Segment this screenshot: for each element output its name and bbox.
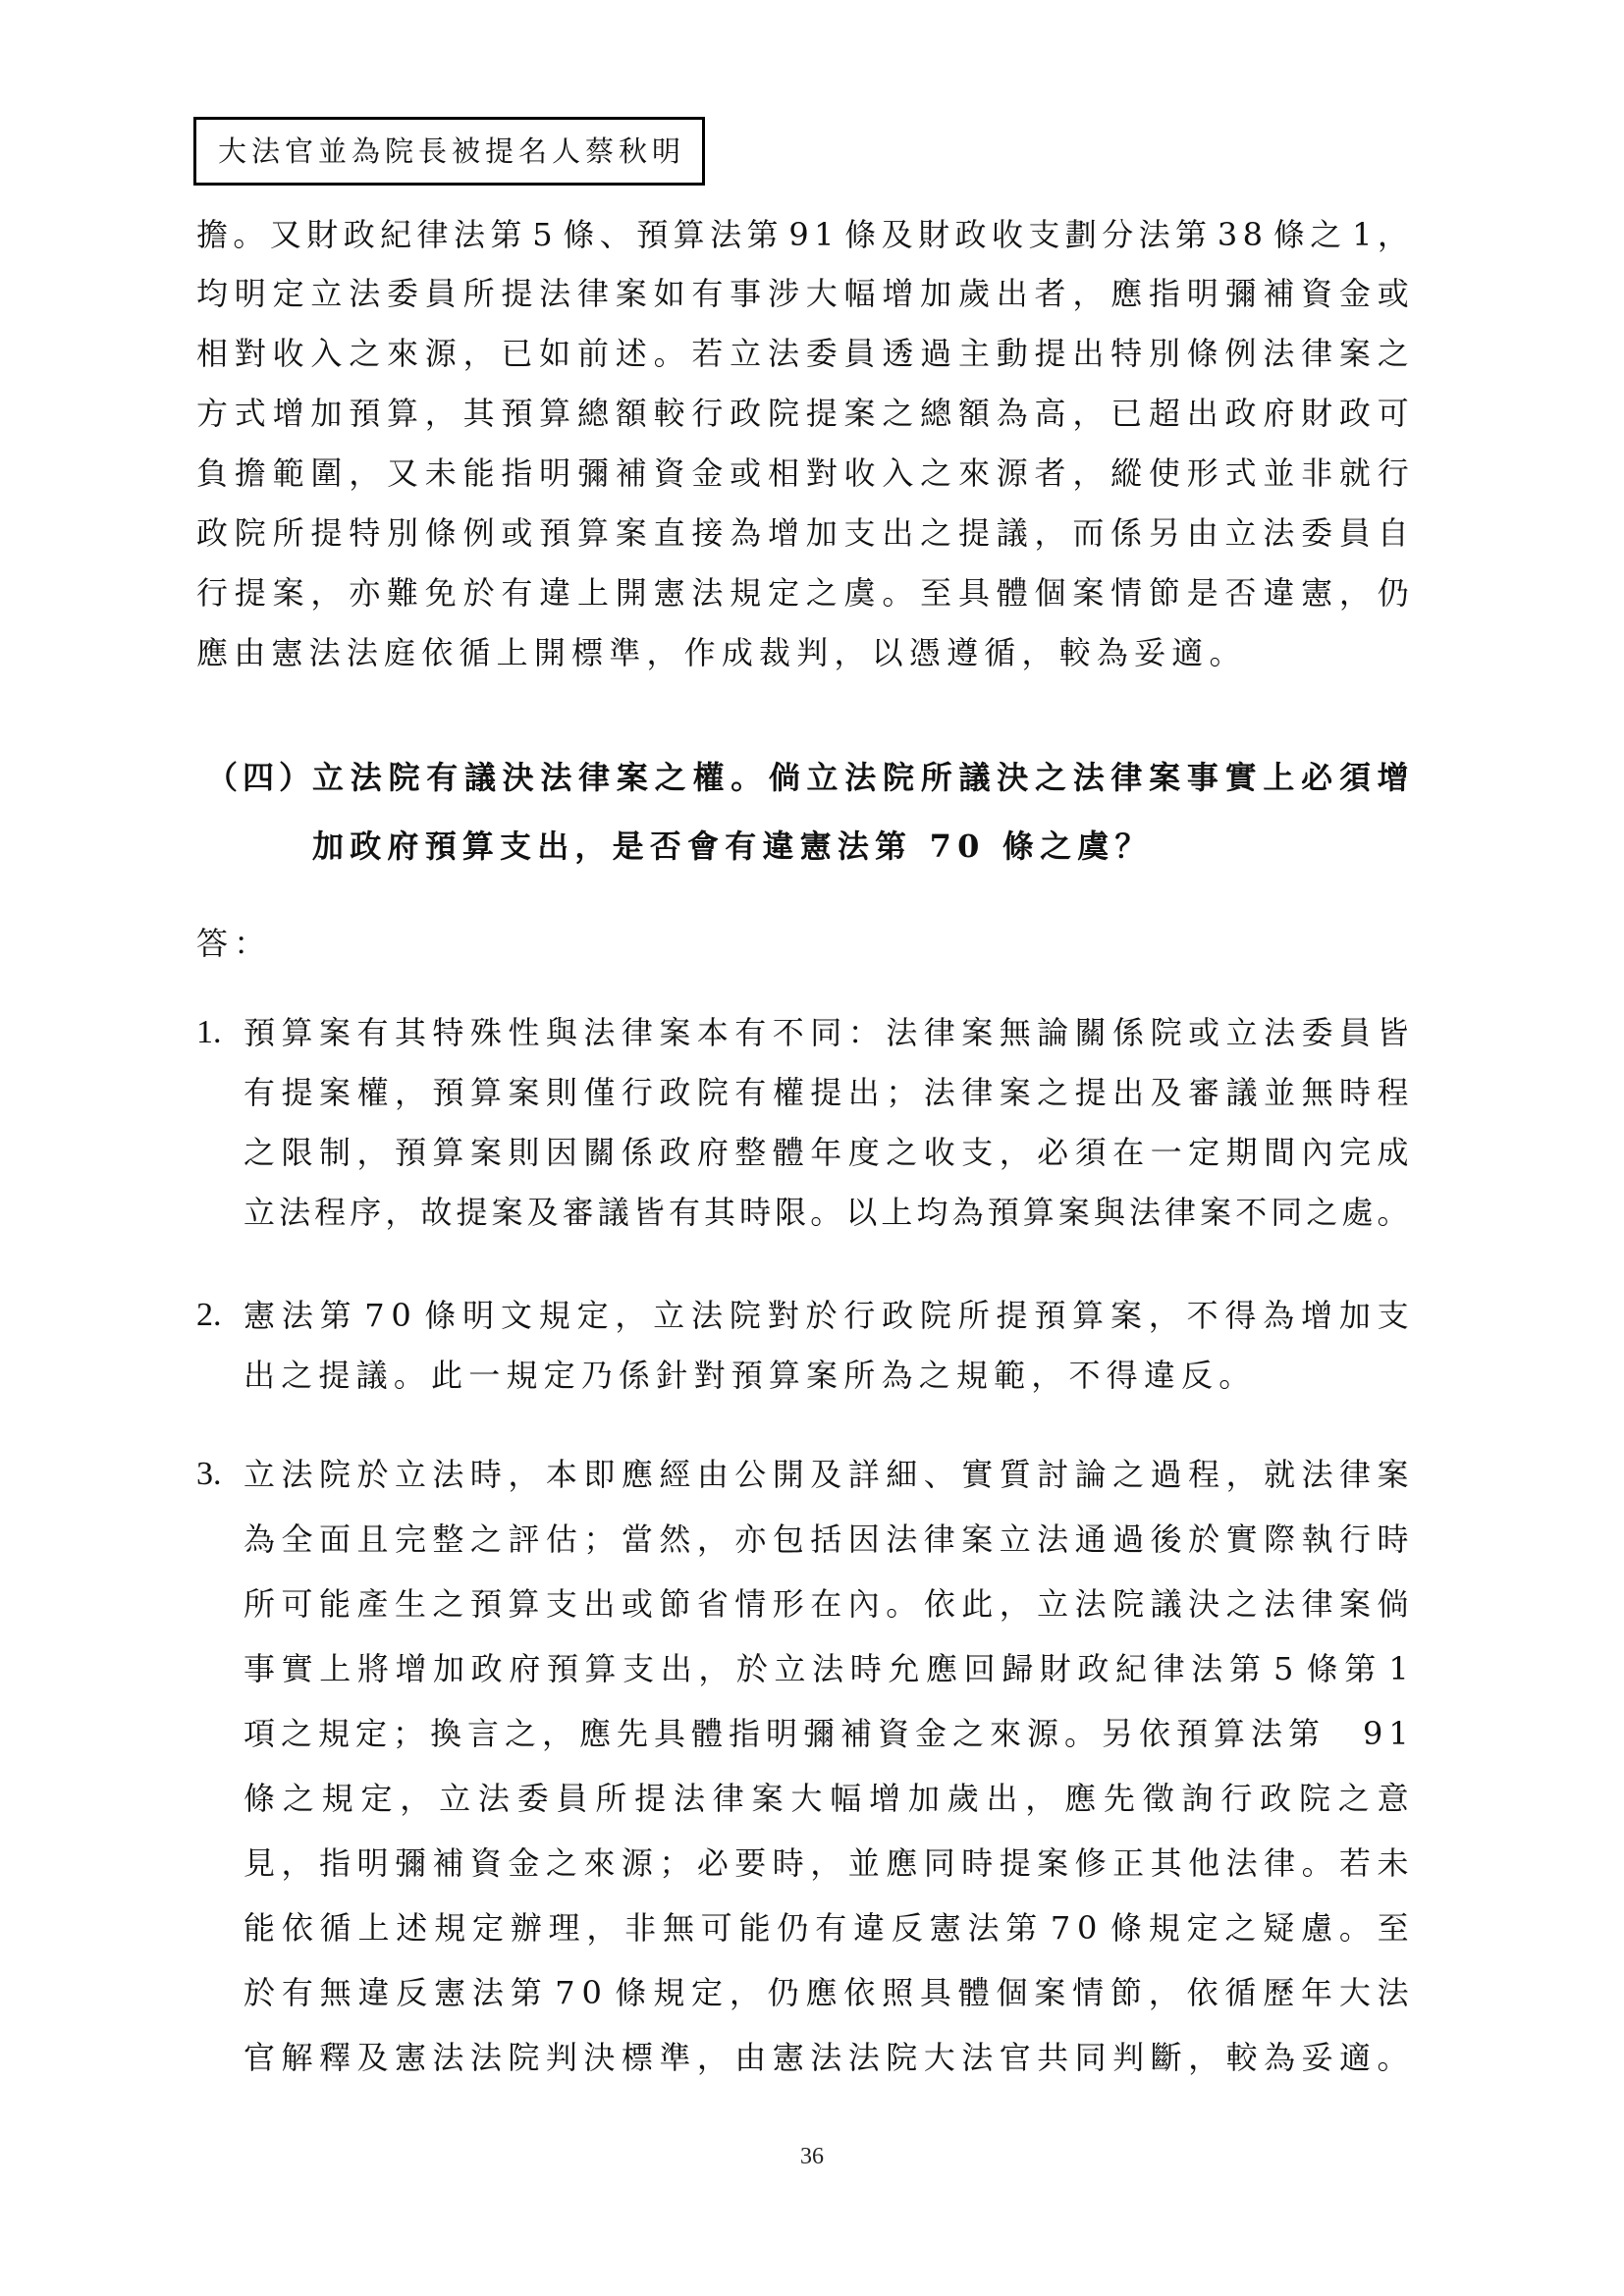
- item-line: 憲 法 第 7 0 條 明 文 規 定 ， 立 法 院 對 於 行 政 院 所 提 預 算 案 ， 不 得 為 增 加 支: [244, 1297, 1409, 1334]
- item-line: 出之提議。此一規定乃係針對預算案所為之規範，不得違反。: [244, 1357, 1257, 1394]
- item-line: 之 限 制 ， 預 算 案 則 因 關 係 政 府 整 體 年 度 之 收 支 ， 必 須 在 一 定 期 間 內 完 成: [244, 1134, 1409, 1171]
- item-line: 預 算 案 有 其 特 殊 性 與 法 律 案 本 有 不 同 ： 法 律 案 無 論 關 係 院 或 立 法 委 員 皆: [244, 1014, 1409, 1051]
- page-number: 36: [800, 2144, 824, 2169]
- list-number: 1.: [196, 1014, 222, 1050]
- item-line: 有 提 案 權 ， 預 算 案 則 僅 行 政 院 有 權 提 出 ； 法 律 案 之 提 出 及 審 議 並 無 時 程: [244, 1074, 1409, 1111]
- question-line: 立 法 院 有 議 決 法 律 案 之 權 。 倘 立 法 院 所 議 決 之 法 律 案 事 實 上 必 須 增: [312, 759, 1409, 796]
- item-line: 見 ， 指 明 彌 補 資 金 之 來 源 ； 必 要 時 ， 並 應 同 時 提 案 修 正 其 他 法 律 。 若 未: [244, 1844, 1409, 1882]
- paragraph-line: 負 擔 範 圍 ， 又 未 能 指 明 彌 補 資 金 或 相 對 收 入 之 來 源 者 ， 縱 使 形 式 並 非 就 行: [196, 454, 1409, 492]
- question-line: 加政府預算支出，是否會有違憲法第 70 條之虞？: [312, 828, 1153, 865]
- paragraph-line: 相 對 收 入 之 來 源 ， 已 如 前 述 。 若 立 法 委 員 透 過 主 動 提 出 特 別 條 例 法 律 案 之: [196, 335, 1409, 372]
- item-line: 官 解 釋 及 憲 法 法 院 判 決 標 準 ， 由 憲 法 法 院 大 法 官 共 同 判 斷 ， 較 為 妥 適 。: [244, 2039, 1409, 2076]
- paragraph-line: 方 式 增 加 預 算 ， 其 預 算 總 額 較 行 政 院 提 案 之 總 額 為 高 ， 已 超 出 政 府 財 政 可: [196, 395, 1409, 432]
- answer-label: 答：: [196, 925, 272, 962]
- paragraph-line: 應由憲法法庭依循上開標準，作成裁判，以憑遵循，較為妥適。: [196, 634, 1247, 671]
- list-number: 3.: [196, 1456, 222, 1492]
- paragraph-line: 行 提 案 ， 亦 難 免 於 有 違 上 開 憲 法 規 定 之 虞 。 至 具 體 個 案 情 節 是 否 違 憲 ， 仍: [196, 574, 1409, 612]
- paragraph-line: 均 明 定 立 法 委 員 所 提 法 律 案 如 有 事 涉 大 幅 增 加 歲 出 者 ， 應 指 明 彌 補 資 金 或: [196, 275, 1409, 312]
- item-line: 立 法 程 序 ， 故 提 案 及 審 議 皆 有 其 時 限 。 以 上 均 為 預 算 案 與 法 律 案 不 同 之 處 。: [244, 1194, 1409, 1231]
- document-header-title: 大法官並為院長被提名人蔡秋明: [218, 134, 680, 168]
- item-line: 能 依 循 上 述 規 定 辦 理 ， 非 無 可 能 仍 有 違 反 憲 法 第 7 0 條 規 定 之 疑 慮 。 至: [244, 1909, 1409, 1947]
- item-line: 條 之 規 定 ， 立 法 委 員 所 提 法 律 案 大 幅 增 加 歲 出 ， 應 先 徵 詢 行 政 院 之 意: [244, 1780, 1409, 1817]
- item-line: 所 可 能 產 生 之 預 算 支 出 或 節 省 情 形 在 內 。 依 此 ， 立 法 院 議 決 之 法 律 案 倘: [244, 1585, 1409, 1623]
- question-marker: （ 四 ）: [206, 759, 310, 796]
- item-line: 於 有 無 違 反 憲 法 第 7 0 條 規 定 ， 仍 應 依 照 具 體 個 案 情 節 ， 依 循 歷 年 大 法: [244, 1974, 1409, 2011]
- item-line: 立 法 院 於 立 法 時 ， 本 即 應 經 由 公 開 及 詳 細 、 實 質 討 論 之 過 程 ， 就 法 律 案: [244, 1456, 1409, 1493]
- paragraph-line: 政 院 所 提 特 別 條 例 或 預 算 案 直 接 為 增 加 支 出 之 提 議 ， 而 係 另 由 立 法 委 員 自: [196, 514, 1409, 552]
- item-line: 事 實 上 將 增 加 政 府 預 算 支 出 ， 於 立 法 時 允 應 回 歸 財 政 紀 律 法 第 5 條 第 1: [244, 1650, 1409, 1687]
- item-line: 為 全 面 且 完 整 之 評 估 ； 當 然 ， 亦 包 括 因 法 律 案 立 法 通 過 後 於 實 際 執 行 時: [244, 1521, 1409, 1558]
- document-header-box: [193, 117, 705, 186]
- item-line: 項 之 規 定 ； 換 言 之 ， 應 先 具 體 指 明 彌 補 資 金 之 來 源 。 另 依 預 算 法 第 9 1: [244, 1715, 1409, 1752]
- list-number: 2.: [196, 1297, 222, 1333]
- paragraph-line: 擔 。 又 財 政 紀 律 法 第 5 條 、 預 算 法 第 9 1 條 及 財 政 收 支 劃 分 法 第 3 8 條 之 1 ，: [196, 216, 1409, 253]
